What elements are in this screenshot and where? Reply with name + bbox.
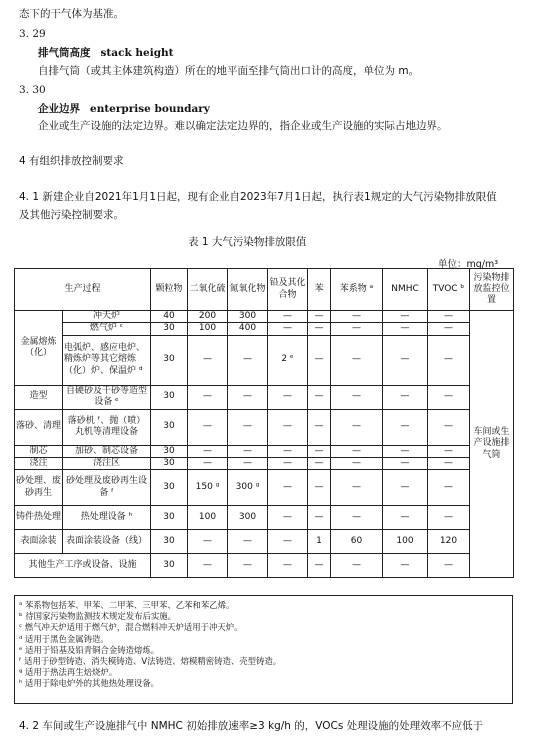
table-row <box>15 311 514 323</box>
process-cell: 浇注区 <box>63 457 151 469</box>
benzene-cell: 1 <box>308 530 331 554</box>
clause-number-3-30: 3. 30 <box>19 84 46 96</box>
benzene-cell: — <box>308 445 331 457</box>
benzene-series-cell: — <box>331 311 383 323</box>
nmhc-cell: — <box>383 457 428 469</box>
pm-cell: 40 <box>151 311 188 323</box>
so2-cell: — <box>188 409 228 445</box>
pm-cell: 30 <box>151 335 188 385</box>
table-row <box>15 554 514 578</box>
lead-cell: — <box>268 530 308 554</box>
so2-cell: — <box>188 554 228 578</box>
pm-cell: 30 <box>151 445 188 457</box>
benzene-series-cell: — <box>331 409 383 445</box>
nmhc-cell: 100 <box>383 530 428 554</box>
nox-cell: — <box>228 385 268 409</box>
so2-cell: 100 <box>188 323 228 335</box>
nmhc-cell: — <box>383 445 428 457</box>
paragraph-4-1-line1: 4. 1 新建企业自2021年1月1日起，现有企业自2023年7月1日起，执行表1规定的大气污染物排放限值 <box>19 191 497 203</box>
header-row <box>15 269 514 311</box>
nox-cell: — <box>228 457 268 469</box>
nox-cell: 400 <box>228 323 268 335</box>
footnote: ʰ 适用于除电炉外的其他热处理设备。 <box>19 678 160 689</box>
nmhc-cell: — <box>383 323 428 335</box>
so2-cell: — <box>188 530 228 554</box>
footnote: ᵇ 待国家污染物监测技术规定发布后实施。 <box>19 611 176 622</box>
nmhc-cell: — <box>383 506 428 530</box>
table-row <box>15 506 514 530</box>
group-core-making: 制芯 <box>15 445 63 457</box>
footnote: ᵉ 适用于铅基及铅青铜合金铸造熔炼。 <box>19 644 160 655</box>
nox-cell: — <box>228 530 268 554</box>
header-so2: 二氧化硫 <box>188 269 228 311</box>
benzene-series-cell: — <box>331 554 383 578</box>
tvoc-cell: — <box>428 385 470 409</box>
header-process: 生产过程 <box>15 269 151 311</box>
nox-cell: — <box>228 335 268 385</box>
table-row <box>15 470 514 506</box>
lead-cell: 2 ᵉ <box>268 335 308 385</box>
benzene-series-cell: — <box>331 323 383 335</box>
benzene-cell: — <box>308 554 331 578</box>
pm-cell: 30 <box>151 554 188 578</box>
footnote: ᵍ 适用于热法再生焙烧炉。 <box>19 667 118 678</box>
pm-cell: 30 <box>151 470 188 506</box>
tvoc-cell: — <box>428 311 470 323</box>
lead-cell: — <box>268 457 308 469</box>
group-heat-treatment: 铸件热处理 <box>15 506 63 530</box>
so2-cell: 150 ᵍ <box>188 470 228 506</box>
lead-cell: — <box>268 323 308 335</box>
tvoc-cell: — <box>428 409 470 445</box>
nmhc-cell: — <box>383 385 428 409</box>
table-row <box>15 530 514 554</box>
tvoc-cell: — <box>428 323 470 335</box>
intro-continuation: 态下的干气体为基准。 <box>19 8 124 20</box>
group-molding: 造型 <box>15 385 63 409</box>
lead-cell: — <box>268 311 308 323</box>
table-row <box>15 335 514 385</box>
nox-cell: — <box>228 409 268 445</box>
header-nox: 氮氧化物 <box>228 269 268 311</box>
lead-cell: — <box>268 554 308 578</box>
so2-cell: — <box>188 457 228 469</box>
process-cell: 落砂机 ᶠ、抛（喷）丸机等清理设备 <box>63 409 151 445</box>
process-cell: 自硬砂及干砂等造型设备 ᵉ <box>63 385 151 409</box>
pm-cell: 30 <box>151 409 188 445</box>
process-cell: 电弧炉、感应电炉、精炼炉等其它熔炼（化）炉、保温炉 ᵈ <box>63 335 151 385</box>
pm-cell: 30 <box>151 506 188 530</box>
pm-cell: 30 <box>151 530 188 554</box>
nox-cell: — <box>228 554 268 578</box>
footnote: ᶠ 适用于砂型铸造、消失模铸造、V法铸造、熔模精密铸造、壳型铸造。 <box>19 655 282 666</box>
nox-cell: 300 <box>228 311 268 323</box>
term-stack-height <box>38 45 174 60</box>
benzene-cell: — <box>308 335 331 385</box>
benzene-cell: — <box>308 311 331 323</box>
benzene-cell: — <box>308 385 331 409</box>
term-zh: 企业边界 <box>38 103 80 115</box>
benzene-series-cell: — <box>331 385 383 409</box>
paragraph-4-1-line2: 及其他污染控制要求。 <box>19 209 124 221</box>
benzene-series-cell: — <box>331 335 383 385</box>
group-other: 其他生产工序或设备、设施 <box>15 554 151 578</box>
term-enterprise-boundary <box>38 101 210 116</box>
benzene-cell: — <box>308 470 331 506</box>
term-zh: 排气筒高度 <box>38 47 91 59</box>
nmhc-cell: — <box>383 554 428 578</box>
lead-cell: — <box>268 470 308 506</box>
table-row <box>15 323 514 335</box>
tvoc-cell: — <box>428 470 470 506</box>
process-cell: 燃气炉 ᶜ <box>63 323 151 335</box>
so2-cell: 100 <box>188 506 228 530</box>
nmhc-cell: — <box>383 409 428 445</box>
term-en: enterprise boundary <box>90 103 210 115</box>
pm-cell: 30 <box>151 457 188 469</box>
clause-number-3-29: 3. 29 <box>19 28 46 40</box>
process-cell: 热处理设备 ʰ <box>63 506 151 530</box>
table-footnotes <box>14 595 513 704</box>
tvoc-cell: — <box>428 554 470 578</box>
group-sand-processing: 砂处理、废砂再生 <box>15 470 63 506</box>
header-nmhc: NMHC <box>383 269 428 311</box>
benzene-cell: — <box>308 506 331 530</box>
process-cell: 加砂、制芯设备 <box>63 445 151 457</box>
benzene-series-cell: — <box>331 445 383 457</box>
paragraph-4-2: 4. 2 车间或生产设施排气中 NMHC 初始排放速率≥3 kg/h 的，VOCs 处理设施的处理效率不应低于 <box>19 720 484 732</box>
benzene-cell: — <box>308 323 331 335</box>
nox-cell: — <box>228 445 268 457</box>
so2-cell: — <box>188 385 228 409</box>
definition-3-29: 自排气筒（或其主体建筑构造）所在的地平面至排气筒出口计的高度，单位为 m。 <box>38 65 420 77</box>
tvoc-cell: — <box>428 506 470 530</box>
nmhc-cell: — <box>383 311 428 323</box>
table-row <box>15 385 514 409</box>
header-pm: 颗粒物 <box>151 269 188 311</box>
pm-cell: 30 <box>151 323 188 335</box>
benzene-series-cell: — <box>331 470 383 506</box>
tvoc-cell: — <box>428 445 470 457</box>
table-row <box>15 445 514 457</box>
nmhc-cell: — <box>383 335 428 385</box>
header-benzene-series: 苯系物 ᵃ <box>331 269 383 311</box>
tvoc-cell: — <box>428 335 470 385</box>
benzene-series-cell: — <box>331 506 383 530</box>
nox-cell: 300 ᵍ <box>228 470 268 506</box>
header-lead: 铅及其化合物 <box>268 269 308 311</box>
process-cell: 冲天炉 <box>63 311 151 323</box>
term-en: stack height <box>100 47 174 59</box>
tvoc-cell: 120 <box>428 530 470 554</box>
table-row <box>15 409 514 445</box>
emission-limits-table <box>14 268 514 578</box>
pm-cell: 30 <box>151 385 188 409</box>
table-caption: 表 1 大气污染物排放限值 <box>188 236 307 248</box>
lead-cell: — <box>268 445 308 457</box>
group-surface-coating: 表面涂装 <box>15 530 63 554</box>
process-cell: 砂处理及废砂再生设备 ᶠ <box>63 470 151 506</box>
group-melting: 金属熔炼（化） <box>15 311 63 386</box>
footnote: ᶜ 燃气冲天炉适用于燃气炉，混合燃料冲天炉适用于冲天炉。 <box>19 622 243 633</box>
nmhc-cell: — <box>383 470 428 506</box>
group-shakeout: 落砂、清理 <box>15 409 63 445</box>
lead-cell: — <box>268 409 308 445</box>
so2-cell: — <box>188 445 228 457</box>
footnote: ᵈ 适用于黑色金属铸造。 <box>19 633 109 644</box>
lead-cell: — <box>268 506 308 530</box>
section-heading-4: 4 有组织排放控制要求 <box>19 155 124 167</box>
process-cell: 表面涂装设备（线） <box>63 530 151 554</box>
benzene-cell: — <box>308 409 331 445</box>
footnote: ᵃ 苯系物包括苯、甲苯、二甲苯、三甲苯、乙苯和苯乙烯。 <box>19 600 235 610</box>
group-pouring: 浇注 <box>15 457 63 469</box>
header-monitor-location: 污染物排放监控位置 <box>470 269 514 311</box>
header-benzene: 苯 <box>308 269 331 311</box>
header-tvoc: TVOC ᵇ <box>428 269 470 311</box>
so2-cell: — <box>188 335 228 385</box>
definition-3-30: 企业或生产设施的法定边界。难以确定法定边界的，指企业或生产设施的实际占地边界。 <box>38 120 448 132</box>
benzene-series-cell: — <box>331 457 383 469</box>
lead-cell: — <box>268 385 308 409</box>
nox-cell: 300 <box>228 506 268 530</box>
benzene-series-cell: 60 <box>331 530 383 554</box>
tvoc-cell: — <box>428 457 470 469</box>
unit-label: 单位：mg/m³ <box>438 259 499 270</box>
table-row <box>15 457 514 469</box>
benzene-cell: — <box>308 457 331 469</box>
monitor-location-cell: 车间或生产设施排气筒 <box>470 311 514 578</box>
so2-cell: 200 <box>188 311 228 323</box>
